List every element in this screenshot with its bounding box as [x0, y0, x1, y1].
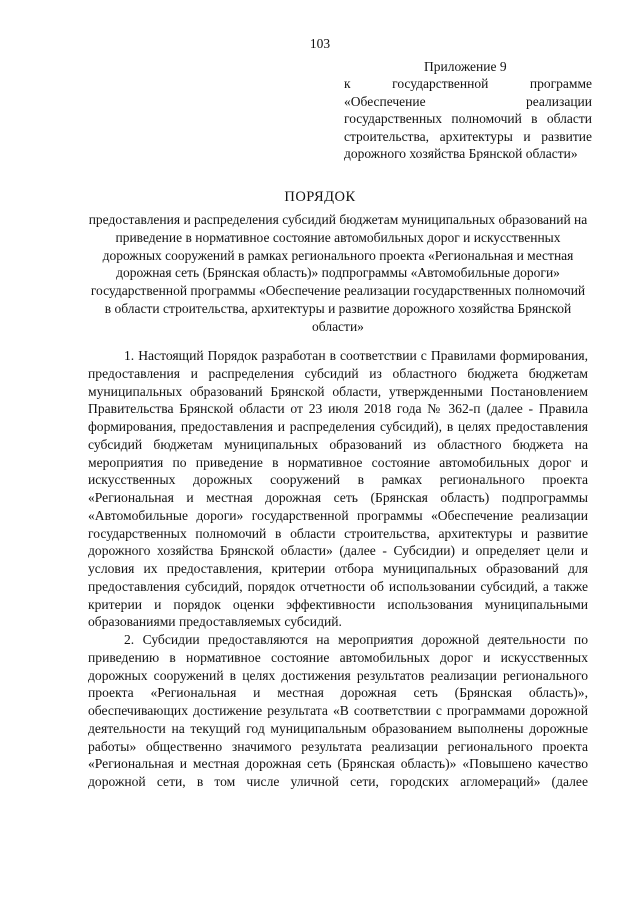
appendix-block — [344, 58, 592, 162]
paragraph-2: 2. Субсидии предоставляются на мероприятия дорожной деятельности по приведению в нормативное состояние автомобильных дорог и искусственных дорожных сооружений в целях достижения результатов реализации регионального проекта «Региональная и местная дорожная сеть (Брянская область)», обеспечивающих достижение результата «В соответствии с программами дорожной деятельности на текущий год муниципальным образованием выполнены дорожные работы» общественно значимого результата реализации регионального проекта «Региональная и местная дорожная сеть (Брянская область)» «Повышено качество дорожной сети, в том числе уличной сети, городских агломераций» (далее — [88, 632, 588, 789]
document-title: ПОРЯДОК — [284, 189, 356, 205]
page-number: 103 — [309, 36, 331, 51]
appendix-title: Приложение 9 — [424, 59, 507, 74]
appendix-text: к государственной программе «Обеспечение реализации государственных полномочий в области строительства, архитектуры и развитие дорожного хозяйства Брянской области» — [344, 76, 592, 162]
document-subtitle: предоставления и распределения субсидий бюджетам муниципальных образований на приведение в нормативное состояние автомобильных дорог и искусственных дорожных сооружений в рамках регионального проекта «Региональная и местная дорожная сеть (Брянская область)» подпрограммы «Автомобильные дороги» государственной программы «Обеспечение реализации государственных полномочий в области строительства, архитектуры и развитие дорожного хозяйства Брянской области» — [88, 212, 588, 334]
document-body — [88, 347, 588, 791]
paragraph-1: 1. Настоящий Порядок разработан в соответствии с Правилами формирования, предоставления и распределения субсидий из областного бюджета бюджетам муниципальных образований Брянской области, утвержденными Постановлением Правительства Брянской области от 23 июля 2018 года № 362-п (далее - Правила формирования, предоставления и распределения субсидий), в целях предоставления субсидий бюджетам муниципальных образований из областного бюджета на мероприятия по приведение в нормативное состояние автомобильных дорог и искусственных дорожных сооружений в рамках регионального проекта «Региональная и местная дорожная сеть (Брянская область) подпрограммы «Автомобильные дороги» государственной программы «Обеспечение реализации государственных полномочий в области строительства, архитектуры и развитие дорожного хозяйства Брянской области» (далее - Субсидии) и определяет цели и условия их предоставления, критерии отбора муниципальных образований для предоставления субсидий, порядок отчетности об использовании субсидий, а также критерии и порядок оценки эффективности использования муниципальными образованиями предоставляемых субсидий. — [88, 348, 588, 630]
